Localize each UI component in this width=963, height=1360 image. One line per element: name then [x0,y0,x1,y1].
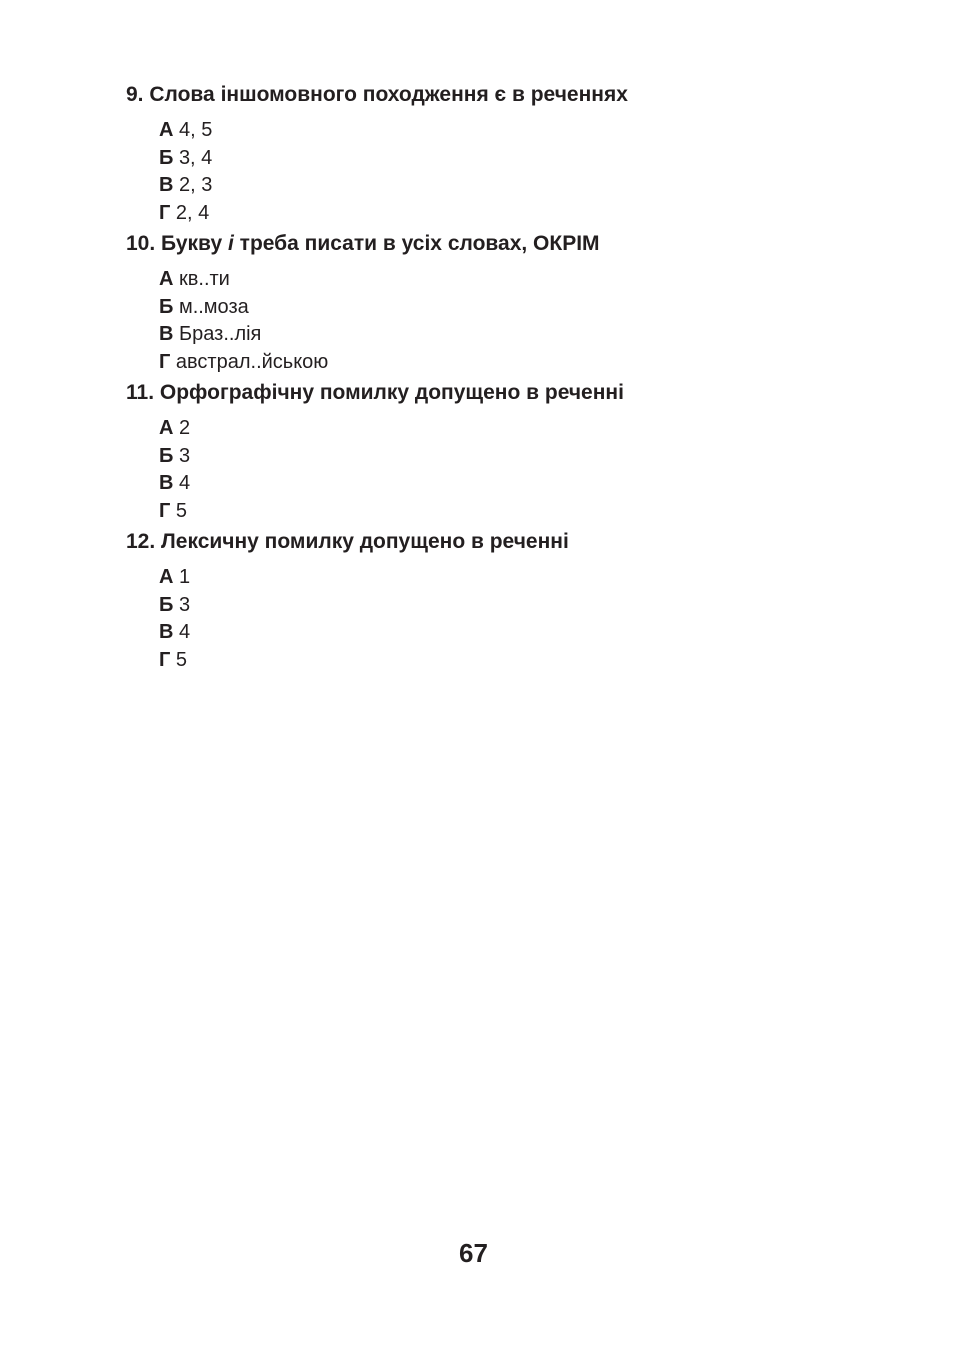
answer-options [159,415,886,526]
question-11 [126,380,886,526]
answer-option-a[interactable] [159,117,886,145]
option-letter: А [159,268,174,290]
answer-option-b[interactable] [159,145,886,173]
option-letter: А [159,119,174,141]
answer-option-v[interactable] [159,619,886,647]
option-text: 1 [179,566,191,588]
question-text-start: Букву [161,232,223,255]
answer-option-h[interactable] [159,647,886,675]
question-text-italic-letter: і [227,232,234,255]
answer-options [159,564,886,675]
answer-option-h[interactable] [159,349,886,377]
answer-options [159,266,886,377]
option-text: кв..ти [179,268,230,290]
option-letter: Б [159,444,174,467]
question-number: 10. [126,232,156,255]
option-letter: В [159,174,174,197]
option-text: 2 [179,417,191,439]
question-12 [126,529,886,675]
option-text: 4 [179,472,191,495]
answer-option-v[interactable] [159,321,886,349]
option-text: 3 [178,444,191,467]
question-title [126,380,886,406]
question-number: 12. [126,530,156,553]
option-text: 4, 5 [179,119,213,141]
option-text: 3 [178,593,191,616]
answer-option-h[interactable] [159,200,886,228]
option-letter: Г [159,649,171,672]
option-letter: Г [159,202,171,225]
answer-option-v[interactable] [159,172,886,200]
question-text-end: треба писати в усіх словах, ОКРІМ [239,232,600,255]
option-text: 5 [175,649,188,672]
option-text: 2, 4 [175,202,210,225]
answer-option-b[interactable] [159,592,886,620]
option-text: 5 [175,500,188,523]
answer-option-b[interactable] [159,294,886,322]
answer-option-a[interactable] [159,415,886,443]
option-letter: Г [159,351,171,374]
question-title [126,231,886,257]
question-text: Лексичну помилку допущено в реченні [161,530,569,553]
question-title [126,82,886,108]
option-text: м..моза [178,295,249,318]
option-letter: Б [159,593,174,616]
option-letter: В [159,472,174,495]
option-letter: В [159,323,174,346]
question-9 [126,82,886,228]
option-text: австрал..йською [175,351,329,374]
question-number: 9. [126,83,144,106]
answer-options [159,117,886,228]
question-number: 11. [126,381,155,404]
page-number: 67 [459,1238,488,1268]
option-letter: А [159,417,174,439]
question-text: Орфографічну помилку допущено в реченні [159,381,624,404]
question-10 [126,231,886,377]
option-letter: Б [159,146,174,169]
option-text: Браз..лія [179,323,262,346]
option-text: 2, 3 [179,174,213,197]
option-letter: В [159,621,174,644]
answer-option-v[interactable] [159,470,886,498]
answer-option-a[interactable] [159,564,886,592]
answer-option-a[interactable] [159,266,886,294]
option-letter: Г [159,500,171,523]
question-title [126,529,886,555]
option-text: 3, 4 [178,146,213,169]
answer-option-h[interactable] [159,498,886,526]
option-text: 4 [179,621,191,644]
option-letter: А [159,566,174,588]
answer-option-b[interactable] [159,443,886,471]
question-text: Слова іншомовного походження є в реченнях [149,83,628,106]
option-letter: Б [159,295,174,318]
